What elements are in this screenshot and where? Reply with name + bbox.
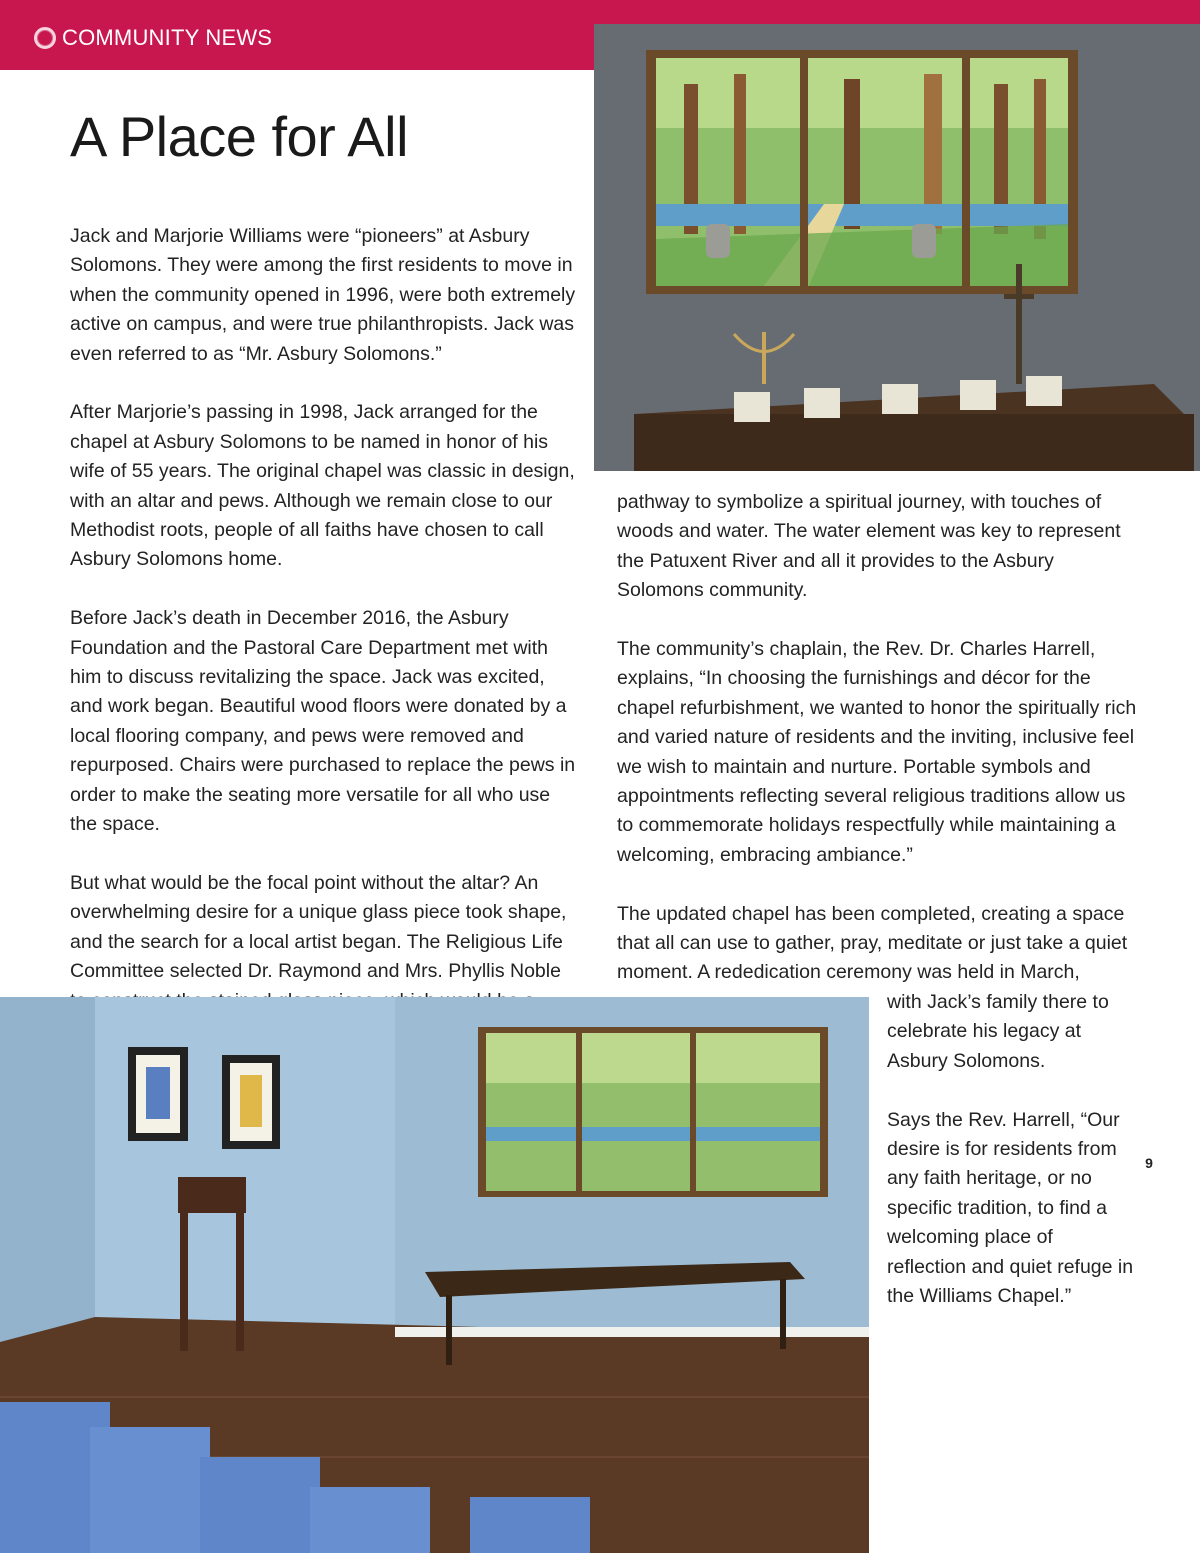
paragraph: with Jack’s family there to celebrate his legacy at Asbury Solomons.	[887, 991, 1109, 1072]
paragraph: The updated chapel has been completed, creating a space that all can use to gather, pray, meditate or just take a quiet moment. A rededication ceremony was held in March,	[617, 902, 1128, 984]
section-label	[34, 22, 272, 54]
page-number: 9	[1145, 1155, 1153, 1171]
article-title: A Place for All	[70, 105, 409, 168]
paragraph: Jack and Marjorie Williams were “pioneers” at Asbury Solomons. They were among the first residents to move in when the community opened in 1996, were both extremely active on campus, and were true philanthropists. Jack was even referred to as “Mr. Asbury Solomons.”	[70, 225, 576, 365]
chapel-room-photo	[0, 997, 869, 1553]
section-label-text: COMMUNITY NEWS	[62, 25, 273, 50]
ring-icon	[34, 27, 56, 49]
paragraph: But what would be the focal point without the altar? An overwhelming desire for a unique glass piece took shape, and the search for a local artist began. The Religious Life Committee selected Dr. Raymond and Mrs. Phyllis Noble	[70, 871, 567, 983]
paragraph: After Marjorie’s passing in 1998, Jack arranged for the chapel at Asbury Solomons to be named in honor of his wife of 55 years. The original chapel was classic in design, with an altar and pews. Although we remain close to our Methodist roots, people of all faiths have chosen to call Asbury Solomons home.	[70, 401, 575, 571]
article-column-narrow	[887, 988, 1137, 1341]
article-column-left	[70, 222, 582, 1045]
paragraph: The community’s chaplain, the Rev. Dr. Charles Harrell, explains, “In choosing the furnishings and décor for the chapel refurbishment, we wanted to honor the spiritually rich and varied nature of residents and the inviting, inclusive feel we wish to maintain and nurture. Portable symbols and appointments reflecting several religious traditions allow us to commemorate holidays respectfully while maintaining a welcoming, embracing ambiance.”	[617, 638, 1137, 866]
paragraph: Says the Rev. Harrell, “Our desire is for residents from any faith heritage, or no specific tradition, to find a welcoming place of reflection and quiet refuge in the Williams Chapel.”	[887, 1108, 1134, 1308]
paragraph: pathway to symbolize a spiritual journey, with touches of woods and water. The water element was key to represent the Patuxent River and all it provides to the Asbury Solomons community.	[617, 491, 1121, 602]
stained-glass-photo	[594, 24, 1200, 471]
paragraph: Before Jack’s death in December 2016, the Asbury Foundation and the Pastoral Care Department met with him to discuss revitalizing the space. Jack was excited, and work began. Beautiful wood floors were donated by a local flooring company, and pews were removed and repurposed. Chairs were purchased to replace the pews in order to make the seating more versatile for all who use the space.	[70, 607, 576, 836]
article-column-right	[617, 488, 1137, 1017]
